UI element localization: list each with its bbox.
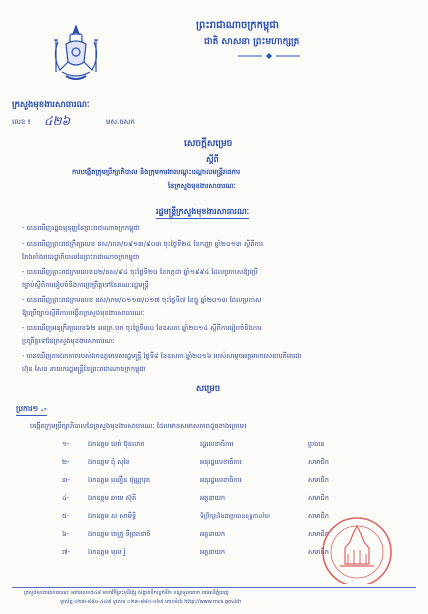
consideration-item: - បានឃើញការឯកភាពរបស់ឯកឧត្តមទេសរដ្ឋមន្ត្រី ថ្ងៃទី៨ ខែឧសភា ឆ្នាំ២០១៦ របស់សម្តេចអគ្គមហាសេនាបតីតេជោ (22, 352, 302, 360)
member-number: ១- (62, 440, 70, 448)
member-position: អគ្គនាយក (200, 494, 226, 502)
consideration-item: ហ៊ុន សែន នាយករដ្ឋមន្ត្រីនៃព្រះរាជាណាចក្រកម្ពុជា (22, 365, 146, 373)
member-role: សមាជិក (308, 476, 329, 484)
member-position: អគ្គនាយក (200, 548, 226, 556)
national-motto: ជាតិ សាសនា ព្រះមហាក្សត្រ (204, 37, 300, 47)
member-position: រដ្ឋលេខាធិការ (200, 440, 234, 448)
footer-address: ក្រសួងមុខងារសាធារណៈ អគារលេខ៥៤៨ មហាវិថីព្រះមុនីវង្ស សង្កាត់ទឹកល្អក់ទី២ ខណ្ឌទួលគោក រាជធានីភ្នំពេញ (24, 590, 229, 596)
consideration-item: - បានឃើញព្រះរាជក្រមលេខ នស/រកម/០១១៣/០១៧ ចុះថ្ងៃទី៧ ខែធ្នូ ឆ្នាំ២០១៣ ដែលប្រកាស (22, 296, 262, 304)
consideration-item: ឱ្យប្រើច្បាប់ស្តីពីការបង្កើតក្រសួងមុខងារសាធារណៈ (22, 309, 145, 317)
member-role: ប្រធាន (308, 440, 325, 448)
member-role: សមាជិក (308, 458, 329, 466)
consideration-item: - បានឃើញព្រះរាជក្រមលេខ០២/នស/៩៤ ចុះថ្ងៃទី២០ ខែកក្កដា ឆ្នាំ១៩៩៤ ដែលប្រកាសឱ្យប្រើ (22, 268, 258, 276)
footer-contact: ទូរស័ព្ទ ០២៣-៨៨០-៤៤៧ ទូរសារ ០២៣-៨៨០-០៦៥ គេហទំព័រ http://www.mcs.gov.kh (60, 599, 242, 605)
decides-heading: សម្រេច (196, 384, 221, 394)
member-name: ឯកឧត្តម ជុំ សុខៃ (88, 458, 130, 466)
reference-number: ៤២៦ (44, 114, 71, 128)
member-role: សមាជិក (308, 548, 329, 556)
footer-divider (12, 587, 416, 588)
member-role: សមាជិក (308, 494, 329, 502)
minister-heading: រដ្ឋមន្ត្រីក្រសួងមុខងារសាធារណៈ (156, 206, 249, 219)
article-1-label: ប្រការ១ .- (16, 404, 47, 416)
consideration-item: ប្រព្រឹត្តទៅនៃក្រសួងមុខងារសាធារណៈ (22, 337, 115, 345)
member-name: ឯកឧត្តម ឈឿន ថុណ្ណារុត (88, 476, 151, 484)
member-number: ៧- (62, 548, 70, 556)
reference-label: លេខ ៖ (12, 118, 31, 126)
member-position: អនុរដ្ឋលេខាធិការ (200, 476, 242, 484)
member-position: អគ្គនាយក (200, 530, 226, 538)
member-name: ឯកឧត្តម មុល រ៉ូ (88, 548, 126, 556)
member-number: ៤- (62, 494, 70, 502)
member-number: ៦- (62, 530, 70, 538)
member-role: សមាជិក (308, 530, 329, 538)
consideration-item: ច្បាប់ស្តីពីការរៀបចំនិងការប្រព្រឹត្តទៅនៃគណៈរដ្ឋមន្ត្រី (22, 281, 149, 289)
reference-suffix: មស.ចសក (106, 118, 135, 126)
kingdom-title: ព្រះរាជាណាចក្រកម្ពុជា (196, 20, 279, 31)
member-name: ឯកឧត្តម ស សាមិទ្ធិ (88, 512, 137, 520)
ministry-name: ក្រសួងមុខងារសាធារណៈ (12, 100, 90, 110)
member-position: អនុរដ្ឋលេខាធិការ (200, 458, 242, 466)
consideration-item: - បានឃើញព្រះរាជក្រឹត្យលេខ នស/រកត/០៩១៣/៩០៣ ចុះថ្ងៃទី២៤ ខែកញ្ញា ឆ្នាំ២០១៣ ស្តីពីការ (22, 240, 264, 248)
subject-line-1: ការបង្កើតក្រុមប្រឹក្សាភិបាល និងក្រុមការងារបណ្តុះបណ្តាលមន្ត្រីរាជការ (72, 168, 241, 176)
member-name: ឯកឧត្តម ឆាយ ស៊ុតី (88, 494, 137, 502)
royal-emblem-icon (48, 22, 104, 84)
official-stamp-icon (312, 504, 402, 584)
decision-title: សេចក្តីសម្រេច (184, 139, 233, 149)
member-name: ឯកឧត្តម ចេក្រូ ទីព្រតនាថ៍ (88, 530, 151, 538)
member-name: ឯកឧត្តម ឃត់ ប៊ុនលាភ (88, 440, 145, 448)
subject-line-2: នៃក្រសួងមុខងារសាធារណៈ (168, 182, 236, 190)
member-role: សមាជិក (308, 512, 329, 520)
article-1-text: បង្កើតក្រុមប្រឹក្សាភិបាលនៃក្រសួងមុខងារសាធារណៈ ដែលមានសមាសភាពដូចខាងក្រោម៖ (30, 422, 248, 430)
member-number: ៥- (62, 512, 70, 520)
member-position: ទីប្រឹក្សានិងជាប្រធានខុទ្ទកាល័យ (200, 513, 271, 520)
consideration-item: តែងតាំងរាជរដ្ឋាភិបាលនៃព្រះរាជាណាចក្រកម្ពុជា (22, 253, 140, 261)
member-number: ២- (62, 458, 70, 466)
consideration-item: - បានឃើញរដ្ឋធម្មនុញ្ញនៃព្រះរាជាណាចក្រកម្ពុជា (22, 224, 140, 232)
member-number: ៣- (62, 476, 71, 484)
consideration-item: - បានឃើញអនុក្រឹត្យលេខ៦២ អនក្រ.បក ចុះថ្ងៃទី៣០ ខែឧសភា ឆ្នាំ២០១៤ ស្តីពីការរៀបចំនិងការ (22, 324, 262, 332)
motto-ornament (236, 52, 302, 60)
decision-about: ស្តីពី (206, 155, 219, 164)
